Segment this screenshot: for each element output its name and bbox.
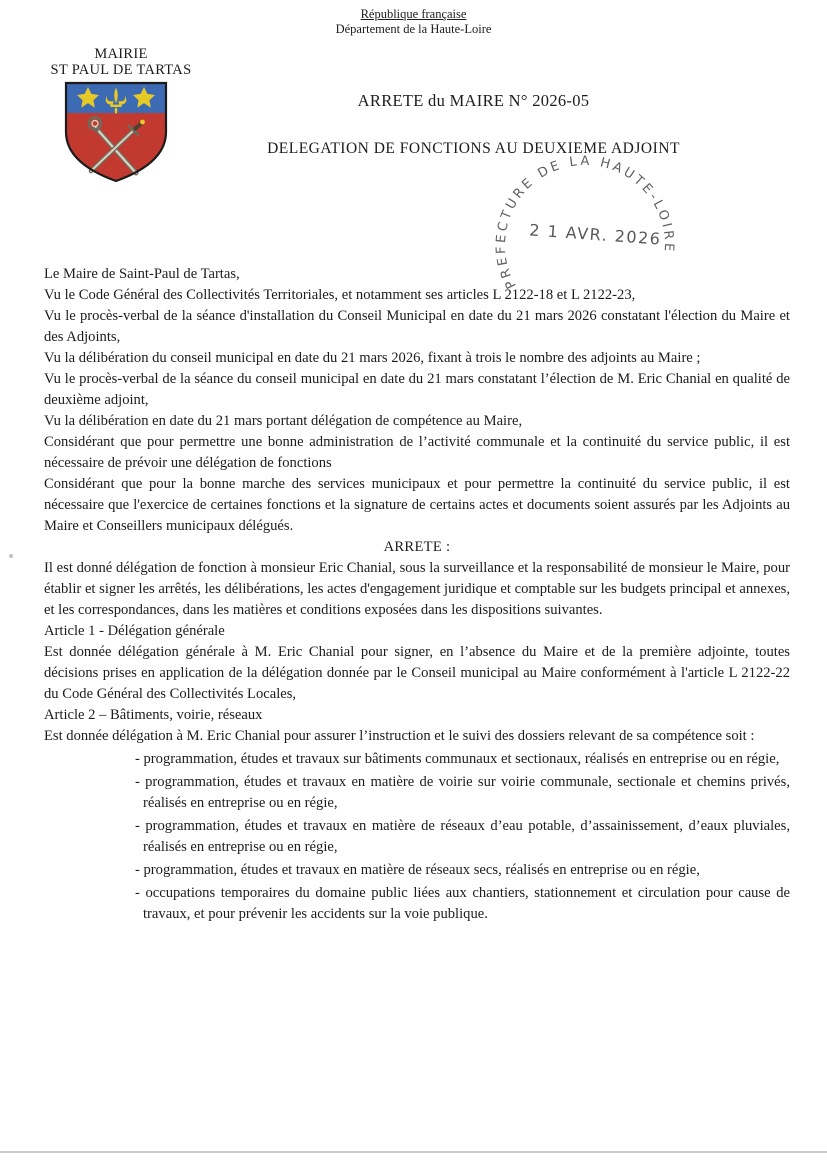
decree-title: ARRETE du MAIRE N° 2026-05 xyxy=(357,91,590,110)
article2-intro: Est donnée délégation à M. Eric Chanial pour assurer l’instruction et le suivi des dossiers relevant de sa compétence soit : xyxy=(44,728,755,744)
republic-line: République française xyxy=(360,7,467,21)
vu-item: Vu la délibération du conseil municipal en date du 21 mars 2026, fixant à trois le nombre des adjoints au Maire ; xyxy=(44,350,701,366)
vu-item: Vu le Code Général des Collectivités Territoriales, et notamment ses articles L 2122-18 et L 2122-23, xyxy=(44,287,636,303)
salutation: Le Maire de Saint-Paul de Tartas, xyxy=(44,266,240,282)
considerant: Considérant que pour la bonne marche des services municipaux et pour permettre la continuité du service public, il est nécessaire que l'exercice de certaines fonctions et la signature de certains actes et documents soient assurés par les Adjoints au Maire et Conseillers municipaux délégués. xyxy=(44,476,790,534)
delegation-intro: Il est donné délégation de fonction à monsieur Eric Chanial, sous la surveillance et la responsabilité de monsieur le Maire, pour établir et signer les arrêtés, les délibérations, les actes d'engagement juridique et comptable sur les budgets principal et annexes, et les correspondances, dans les matières et conditions exposées dans les dispositions suivantes. xyxy=(44,560,790,618)
scan-speck xyxy=(9,554,13,558)
vu-item: Vu la délibération en date du 21 mars portant délégation de compétence au Maire, xyxy=(44,413,523,429)
stamp-arc-text: PREFECTURE DE LA HAUTE-LOIRE xyxy=(493,153,677,291)
list-item: - programmation, études et travaux en matière de réseaux secs, réalisés en entreprise ou en régie, xyxy=(135,862,700,878)
list-item: - programmation, études et travaux sur bâtiments communaux et sectionaux, réalisés en entreprise ou en régie, xyxy=(135,751,780,767)
considerant: Considérant que pour permettre une bonne administration de l’activité communale et la continuité du service public, il est nécessaire de prévoir une délégation de fonctions xyxy=(44,434,790,471)
stamp-date: 2 1 AVR. 2026 xyxy=(528,220,663,249)
decree-body xyxy=(44,264,790,927)
arrete-heading: ARRETE : xyxy=(383,539,451,555)
vu-item: Vu le procès-verbal de la séance du conseil municipal en date du 21 mars constatant l’élection de M. Eric Chanial en qualité de deuxième adjoint, xyxy=(44,371,790,408)
mairie-title: MAIRIE xyxy=(94,46,148,62)
article2-heading: Article 2 – Bâtiments, voirie, réseaux xyxy=(44,707,263,723)
article2-item-list xyxy=(135,749,790,925)
national-header xyxy=(0,7,827,37)
list-item: - programmation, études et travaux en matière de réseaux d’eau potable, d’assainissement, d’eaux pluviales, réalisés en entreprise ou en régie, xyxy=(135,818,790,855)
list-item: - occupations temporaires du domaine public liées aux chantiers, stationnement et circulation pour cause de travaux, et pour prévenir les accidents sur la voie publique. xyxy=(135,885,790,922)
mairie-commune: ST PAUL DE TARTAS xyxy=(50,62,192,78)
decree-subtitle: DELEGATION DE FONCTIONS AU DEUXIEME ADJOINT xyxy=(267,140,680,157)
department-line: Département de la Haute-Loire xyxy=(335,22,492,36)
article1-heading: Article 1 - Délégation générale xyxy=(44,623,225,639)
scan-edge-line xyxy=(0,1151,827,1153)
article1-body: Est donnée délégation générale à M. Eric Chanial pour signer, en l’absence du Maire et de la première adjointe, toutes décisions prises en application de la délégation donnée par le Conseil municipal au Maire conformément à l'article L 2122-22 du Code Général des Collectivités Locales, xyxy=(44,644,790,702)
mairie-block xyxy=(26,46,216,78)
vu-item: Vu le procès-verbal de la séance d'installation du Conseil Municipal en date du 21 mars 2026 constatant l'élection du Maire et des Adjoints, xyxy=(44,308,790,345)
list-item: - programmation, études et travaux en matière de voirie sur voirie communale, sectionale et chemins privés, réalisés en entreprise ou en régie, xyxy=(135,774,790,811)
